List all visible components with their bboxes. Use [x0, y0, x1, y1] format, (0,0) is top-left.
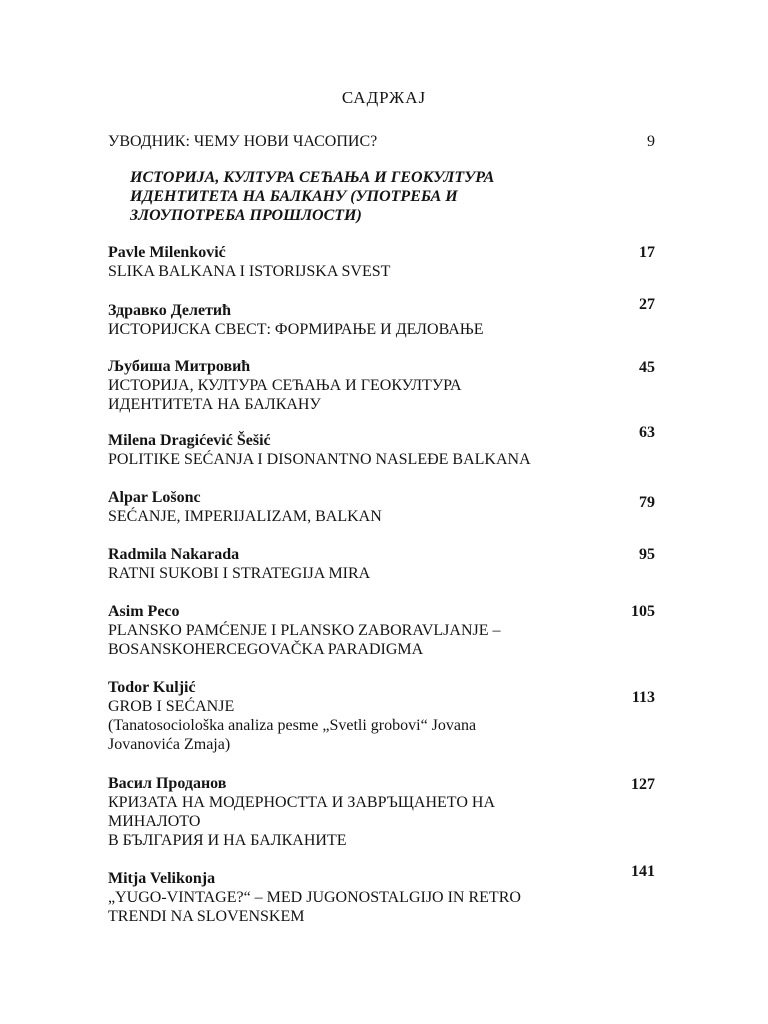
toc-entry	[108, 678, 668, 754]
entry-page-number: 105	[631, 603, 655, 620]
section-heading-line: ЗЛОУПОТРЕБА ПРОШЛОСТИ)	[130, 207, 362, 224]
entry-title-line: SLIKA BALKANA I ISTORIJSKA SVEST	[108, 263, 391, 280]
entry-title-line: BOSANSKOHERCEGOVAČKA PARADIGMA	[108, 641, 424, 658]
entry-page-number: 45	[639, 359, 655, 376]
toc-entry	[108, 357, 668, 414]
entry-author: Radmila Nakarada	[108, 546, 240, 563]
page-title: САДРЖАЈ	[341, 88, 427, 107]
entry-title-line: ИСТОРИЈСКА СВЕСТ: ФОРМИРАЊЕ И ДЕЛОВАЊЕ	[108, 321, 484, 338]
entry-title-line: МИНАЛОТО	[108, 813, 201, 830]
entry-page-number: 63	[639, 424, 655, 441]
entry-title-line: GROB I SEĆANJE	[108, 698, 235, 715]
entry-author: Asim Peco	[108, 603, 180, 620]
entry-page-number: 79	[639, 494, 655, 511]
entry-page-number: 141	[631, 863, 655, 880]
entry-title-line: TRENDI NA SLOVENSKEM	[108, 908, 305, 925]
toc-entry	[108, 488, 668, 526]
toc-entry	[108, 296, 668, 339]
entry-author: Mitja Velikonja	[108, 870, 216, 887]
toc-entry	[108, 602, 668, 659]
entry-author: Васил Проданов	[108, 775, 227, 792]
entry-page-number: 17	[639, 244, 655, 261]
entry-page-number: 113	[631, 689, 655, 706]
entry-title-line: ИДЕНТИТЕТА НА БАЛКАНУ	[108, 396, 321, 413]
entry-page-number: 27	[639, 296, 655, 313]
entry-title-line: (Tanatosociološka analiza pesme „Svetli grobovi“ Jovana	[108, 717, 477, 734]
toc-entry	[108, 774, 668, 850]
entry-author: Alpar Lošonc	[108, 489, 201, 506]
entry-title-line: PLANSKO PAMĆENJE I PLANSKO ZABORAVLJANJE –	[108, 622, 501, 639]
entry-author: Pavle Milenković	[108, 244, 226, 261]
entry-title-line: RATNI SUKOBI I STRATEGIJA MIRA	[108, 565, 371, 582]
entry-title-line: „YUGO-VINTAGE?“ – MED JUGONOSTALGIJO IN RETRO	[108, 889, 521, 906]
toc-entry	[108, 863, 668, 926]
entry-author: Љубиша Митровић	[108, 358, 251, 375]
toc-entry	[108, 243, 668, 281]
entry-author: Здравко Делетић	[108, 302, 232, 319]
intro-page-number: 9	[647, 133, 655, 150]
entry-author: Milena Dragićević Šešić	[108, 432, 271, 449]
entry-title-line: ИСТОРИЈА, КУЛТУРА СЕЋАЊА И ГЕОКУЛТУРА	[108, 377, 462, 394]
entry-title-line: КРИЗАТА НА МОДЕРНОСТТА И ЗАВРЪЩАНЕТО НА	[108, 794, 496, 811]
section-heading	[130, 168, 600, 225]
entry-page-number: 95	[639, 546, 655, 563]
intro-title: УВОДНИК: ЧЕМУ НОВИ ЧАСОПИС?	[108, 133, 378, 150]
entry-title-line: Jovanovića Zmaja)	[108, 736, 231, 753]
entry-author: Todor Kuljić	[108, 679, 196, 696]
entry-title-line: В БЪЛГАРИЯ И НА БАЛКАНИТЕ	[108, 832, 347, 849]
toc-entry	[108, 545, 668, 583]
entry-page-number: 127	[631, 776, 655, 793]
section-heading-line: ИСТОРИЈА, КУЛТУРА СЕЋАЊА И ГЕОКУЛТУРА	[130, 169, 495, 186]
section-heading-line: ИДЕНТИТЕТА НА БАЛКАНУ (УПОТРЕБА И	[130, 188, 458, 205]
entry-title-line: POLITIKE SEĆANJA I DISONANTNO NASLEĐE BALKANA	[108, 451, 531, 468]
toc-entry	[108, 424, 668, 469]
entry-title-line: SEĆANJE, IMPERIJALIZAM, BALKAN	[108, 508, 382, 525]
